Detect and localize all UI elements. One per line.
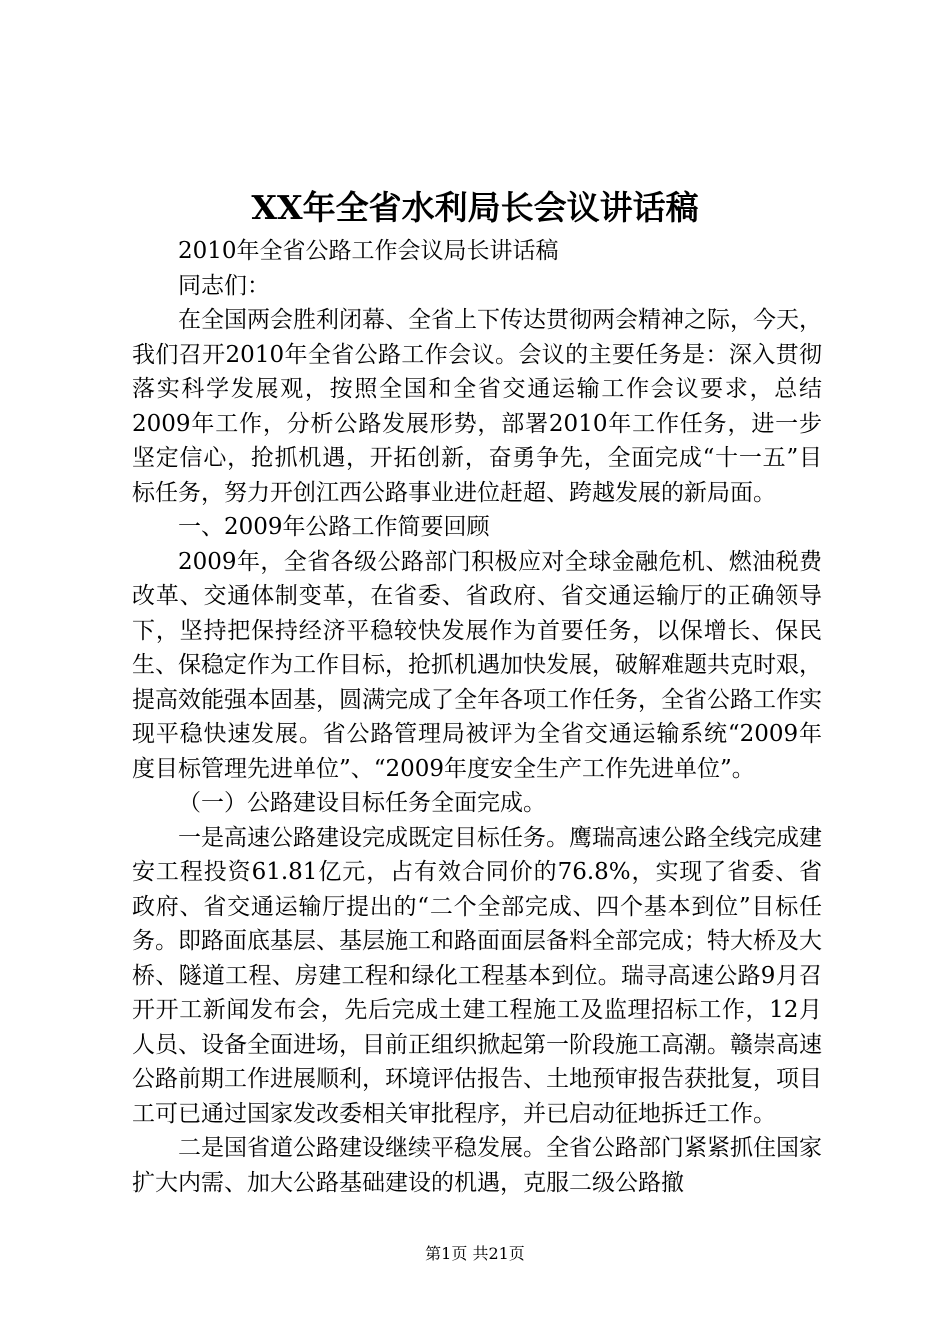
body-paragraph: 2009年，全省各级公路部门积极应对全球金融危机、燃油税费改革、交通体制变革，在省委、省政府、省交通运输厅的正确领导下，坚持把保持经济平稳较快发展作为首要任务，以保增长、保民生、保稳定作为工作目标，抢抓机遇加快发展，破解难题共克时艰，提高效能强本固基，圆满完成了全年各项工作任务，全省公路工作实现平稳快速发展。省公路管理局被评为全省交通运输系统“2009年度目标管理先进单位”、“2009年度安全生产工作先进单位”。 bbox=[132, 548, 822, 782]
subsection-heading: （一）公路建设目标任务全面完成。 bbox=[178, 790, 546, 816]
body-paragraph: 一是高速公路建设完成既定目标任务。鹰瑞高速公路全线完成建安工程投资61.81亿元，占有效合同价的76.8%，实现了省委、省政府、省交通运输厅提出的“二个全部完成、四个基本到位”目标任务。即路面底基层、基层施工和路面面层备料全部完成；特大桥及大桥、隧道工程、房建工程和绿化工程基本到位。瑞寻高速公路9月召开开工新闻发布会，先后完成土建工程施工及监理招标工作，12月人员、设备全面进场，目前正组织掀起第一阶段施工高潮。赣崇高速公路前期工作进展顺利，环境评估报告、土地预审报告获批复，项目工可已通过国家发改委相关审批程序，并已启动征地拆迁工作。 bbox=[132, 824, 822, 1127]
body-paragraph: 二是国省道公路建设继续平稳发展。全省公路部门紧紧抓住国家扩大内需、加大公路基础建设的机遇，克服二级公路撤 bbox=[132, 1135, 822, 1196]
subtitle-paragraph: 2010年全省公路工作会议局长讲话稿 bbox=[178, 238, 559, 264]
page-footer: 第1页 共21页 bbox=[425, 1244, 525, 1263]
section-heading: 一、2009年公路工作简要回顾 bbox=[178, 514, 490, 540]
salutation-paragraph: 同志们： bbox=[178, 272, 270, 299]
body-paragraph: 在全国两会胜利闭幕、全省上下传达贯彻两会精神之际，今天，我们召开2010年全省公路工作会议。会议的主要任务是：深入贯彻落实科学发展观，按照全国和全省交通运输工作会议要求，总结2009年工作，分析公路发展形势，部署2010年工作任务，进一步坚定信心，抢抓机遇，开拓创新，奋勇争先，全面完成“十一五”目标任务，努力开创江西公路事业进位赶超、跨越发展的新局面。 bbox=[132, 307, 822, 506]
document-title: XX年全省水利局长会议讲话稿 bbox=[251, 188, 699, 227]
document-body bbox=[132, 234, 822, 1200]
